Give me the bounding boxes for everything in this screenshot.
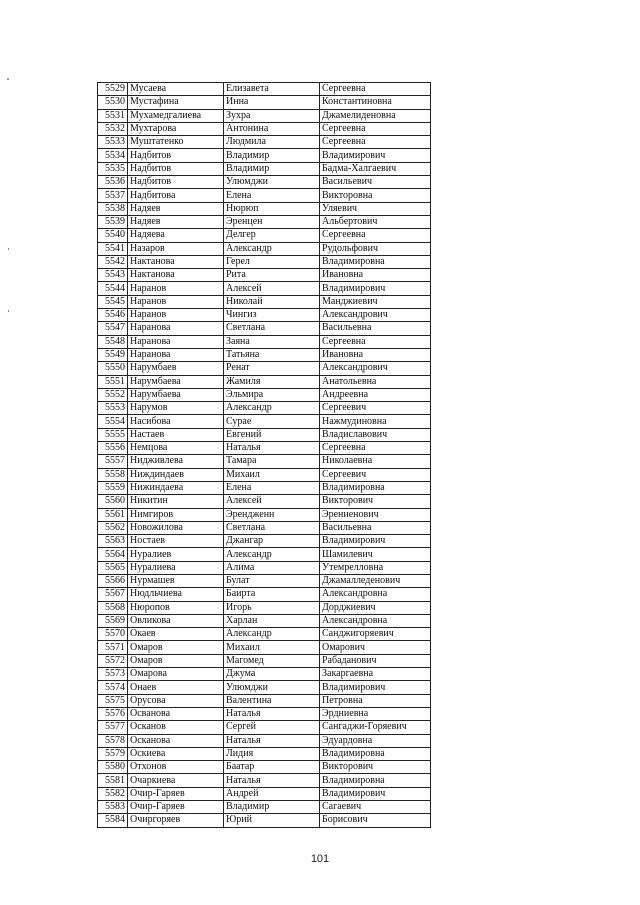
table-row	[98, 109, 431, 122]
patronymic-cell: Эдуардовна	[320, 734, 431, 747]
last-name-cell: Нарумбаева	[128, 388, 224, 401]
first-name-cell: Эльмира	[224, 388, 320, 401]
row-number-cell: 5561	[98, 508, 128, 521]
patronymic-cell: Сергеевна	[320, 335, 431, 348]
patronymic-cell: Александровна	[320, 588, 431, 601]
table-row	[98, 295, 431, 308]
patronymic-cell: Васильевич	[320, 176, 431, 189]
first-name-cell: Инна	[224, 96, 320, 109]
last-name-cell: Мухамедгалиева	[128, 109, 224, 122]
last-name-cell: Окаев	[128, 628, 224, 641]
row-number-cell: 5579	[98, 747, 128, 760]
patronymic-cell: Сергеевна	[320, 136, 431, 149]
last-name-cell: Надбитова	[128, 189, 224, 202]
first-name-cell: Антонина	[224, 122, 320, 135]
first-name-cell: Сергей	[224, 721, 320, 734]
table-row	[98, 681, 431, 694]
table-row	[98, 761, 431, 774]
patronymic-cell: Омарович	[320, 641, 431, 654]
first-name-cell: Ренат	[224, 362, 320, 375]
row-number-cell: 5576	[98, 707, 128, 720]
table-row	[98, 548, 431, 561]
patronymic-cell: Уляевич	[320, 202, 431, 215]
row-number-cell: 5582	[98, 787, 128, 800]
scan-speck	[8, 310, 9, 312]
table-row	[98, 588, 431, 601]
patronymic-cell: Закаргаевна	[320, 668, 431, 681]
patronymic-cell: Петровна	[320, 694, 431, 707]
first-name-cell: Александр	[224, 548, 320, 561]
table-row	[98, 415, 431, 428]
first-name-cell: Александр	[224, 242, 320, 255]
first-name-cell: Алексей	[224, 495, 320, 508]
patronymic-cell: Рабаданович	[320, 654, 431, 667]
table-row	[98, 442, 431, 455]
row-number-cell: 5536	[98, 176, 128, 189]
last-name-cell: Нарумбаев	[128, 362, 224, 375]
patronymic-cell: Сергеевич	[320, 402, 431, 415]
first-name-cell: Делгер	[224, 229, 320, 242]
table-row	[98, 189, 431, 202]
patronymic-cell: Владимировна	[320, 747, 431, 760]
row-number-cell: 5570	[98, 628, 128, 641]
last-name-cell: Орусова	[128, 694, 224, 707]
row-number-cell: 5532	[98, 122, 128, 135]
row-number-cell: 5533	[98, 136, 128, 149]
table-row	[98, 721, 431, 734]
row-number-cell: 5559	[98, 481, 128, 494]
row-number-cell: 5547	[98, 322, 128, 335]
patronymic-cell: Владимирович	[320, 535, 431, 548]
first-name-cell: Заяна	[224, 335, 320, 348]
patronymic-cell: Константиновна	[320, 96, 431, 109]
table-row	[98, 535, 431, 548]
table-row	[98, 455, 431, 468]
first-name-cell: Елена	[224, 481, 320, 494]
table-row	[98, 176, 431, 189]
table-row	[98, 495, 431, 508]
first-name-cell: Наталья	[224, 774, 320, 787]
first-name-cell: Игорь	[224, 601, 320, 614]
row-number-cell: 5551	[98, 375, 128, 388]
first-name-cell: Евгений	[224, 428, 320, 441]
patronymic-cell: Сергеевна	[320, 83, 431, 96]
last-name-cell: Нактанова	[128, 255, 224, 268]
last-name-cell: Наранов	[128, 309, 224, 322]
last-name-cell: Насибова	[128, 415, 224, 428]
row-number-cell: 5556	[98, 442, 128, 455]
patronymic-cell: Альбертович	[320, 215, 431, 228]
row-number-cell: 5583	[98, 801, 128, 814]
table-row	[98, 428, 431, 441]
first-name-cell: Магомед	[224, 654, 320, 667]
table-row	[98, 83, 431, 96]
last-name-cell: Назаров	[128, 242, 224, 255]
last-name-cell: Осканов	[128, 721, 224, 734]
patronymic-cell: Сергеевна	[320, 122, 431, 135]
table-row	[98, 309, 431, 322]
last-name-cell: Оскиева	[128, 747, 224, 760]
last-name-cell: Наранов	[128, 282, 224, 295]
first-name-cell: Валентина	[224, 694, 320, 707]
row-number-cell: 5557	[98, 455, 128, 468]
last-name-cell: Настаев	[128, 428, 224, 441]
table-row	[98, 561, 431, 574]
table-row	[98, 348, 431, 361]
row-number-cell: 5552	[98, 388, 128, 401]
last-name-cell: Мусаева	[128, 83, 224, 96]
patronymic-cell: Ивановна	[320, 269, 431, 282]
table-row	[98, 402, 431, 415]
table-row	[98, 668, 431, 681]
first-name-cell: Александр	[224, 402, 320, 415]
patronymic-cell: Андреевна	[320, 388, 431, 401]
patronymic-cell: Бадма-Халгаевич	[320, 162, 431, 175]
first-name-cell: Чингиз	[224, 309, 320, 322]
first-name-cell: Татьяна	[224, 348, 320, 361]
row-number-cell: 5566	[98, 574, 128, 587]
table-row	[98, 96, 431, 109]
first-name-cell: Улюмджи	[224, 176, 320, 189]
patronymic-cell: Владимировна	[320, 774, 431, 787]
row-number-cell: 5534	[98, 149, 128, 162]
table-row	[98, 628, 431, 641]
row-number-cell: 5581	[98, 774, 128, 787]
table-row	[98, 734, 431, 747]
table-row	[98, 136, 431, 149]
first-name-cell: Герел	[224, 255, 320, 268]
first-name-cell: Алима	[224, 561, 320, 574]
patronymic-cell: Викторович	[320, 495, 431, 508]
table-row	[98, 122, 431, 135]
patronymic-cell: Джамелиденовна	[320, 109, 431, 122]
last-name-cell: Нижиндаева	[128, 481, 224, 494]
patronymic-cell: Викторович	[320, 761, 431, 774]
row-number-cell: 5554	[98, 415, 128, 428]
first-name-cell: Николай	[224, 295, 320, 308]
table-row	[98, 787, 431, 800]
row-number-cell: 5563	[98, 535, 128, 548]
row-number-cell: 5580	[98, 761, 128, 774]
first-name-cell: Сурае	[224, 415, 320, 428]
table-row	[98, 282, 431, 295]
patronymic-cell: Сергеевич	[320, 468, 431, 481]
table-row	[98, 814, 431, 827]
page-number: 101	[310, 853, 330, 865]
first-name-cell: Алексей	[224, 282, 320, 295]
last-name-cell: Надяев	[128, 215, 224, 228]
table-row	[98, 362, 431, 375]
patronymic-cell: Александровна	[320, 614, 431, 627]
last-name-cell: Нактанова	[128, 269, 224, 282]
last-name-cell: Ностаев	[128, 535, 224, 548]
patronymic-cell: Шамилевич	[320, 548, 431, 561]
row-number-cell: 5565	[98, 561, 128, 574]
first-name-cell: Баирта	[224, 588, 320, 601]
last-name-cell: Надбитов	[128, 176, 224, 189]
patronymic-cell: Владимирович	[320, 149, 431, 162]
patronymic-cell: Сангаджи-Горяевич	[320, 721, 431, 734]
table-row	[98, 255, 431, 268]
patronymic-cell: Владимировна	[320, 255, 431, 268]
patronymic-cell: Александрович	[320, 309, 431, 322]
first-name-cell: Владимир	[224, 149, 320, 162]
first-name-cell: Светлана	[224, 322, 320, 335]
row-number-cell: 5564	[98, 548, 128, 561]
last-name-cell: Осванова	[128, 707, 224, 720]
patronymic-cell: Санджигоряевич	[320, 628, 431, 641]
scan-speck	[8, 248, 9, 250]
first-name-cell: Владимир	[224, 801, 320, 814]
row-number-cell: 5530	[98, 96, 128, 109]
row-number-cell: 5572	[98, 654, 128, 667]
patronymic-cell: Владимирович	[320, 681, 431, 694]
first-name-cell: Наталья	[224, 734, 320, 747]
row-number-cell: 5575	[98, 694, 128, 707]
row-number-cell: 5571	[98, 641, 128, 654]
patronymic-cell: Николаевна	[320, 455, 431, 468]
last-name-cell: Отхонов	[128, 761, 224, 774]
table-row	[98, 747, 431, 760]
last-name-cell: Нуралиев	[128, 548, 224, 561]
table-row	[98, 641, 431, 654]
row-number-cell: 5548	[98, 335, 128, 348]
row-number-cell: 5537	[98, 189, 128, 202]
row-number-cell: 5540	[98, 229, 128, 242]
last-name-cell: Никитин	[128, 495, 224, 508]
table-row	[98, 508, 431, 521]
row-number-cell: 5568	[98, 601, 128, 614]
first-name-cell: Михаил	[224, 641, 320, 654]
last-name-cell: Наранова	[128, 348, 224, 361]
first-name-cell: Харлан	[224, 614, 320, 627]
first-name-cell: Эренцен	[224, 215, 320, 228]
patronymic-cell: Рудольфович	[320, 242, 431, 255]
first-name-cell: Наталья	[224, 707, 320, 720]
first-name-cell: Владимир	[224, 162, 320, 175]
first-name-cell: Людмила	[224, 136, 320, 149]
first-name-cell: Андрей	[224, 787, 320, 800]
row-number-cell: 5539	[98, 215, 128, 228]
patronymic-cell: Сергеевна	[320, 442, 431, 455]
last-name-cell: Надяева	[128, 229, 224, 242]
first-name-cell: Светлана	[224, 521, 320, 534]
last-name-cell: Очиргоряев	[128, 814, 224, 827]
last-name-cell: Немцова	[128, 442, 224, 455]
row-number-cell: 5553	[98, 402, 128, 415]
first-name-cell: Эрендженн	[224, 508, 320, 521]
patronymic-cell: Владимирович	[320, 282, 431, 295]
last-name-cell: Омаров	[128, 641, 224, 654]
table-row	[98, 481, 431, 494]
patronymic-cell: Манджиевич	[320, 295, 431, 308]
roster-table-body	[98, 83, 431, 828]
row-number-cell: 5573	[98, 668, 128, 681]
last-name-cell: Омаров	[128, 654, 224, 667]
table-row	[98, 269, 431, 282]
last-name-cell: Нуралиева	[128, 561, 224, 574]
row-number-cell: 5574	[98, 681, 128, 694]
table-row	[98, 335, 431, 348]
table-row	[98, 242, 431, 255]
patronymic-cell: Анатольевна	[320, 375, 431, 388]
table-row	[98, 707, 431, 720]
table-row	[98, 149, 431, 162]
first-name-cell: Булат	[224, 574, 320, 587]
row-number-cell: 5569	[98, 614, 128, 627]
row-number-cell: 5535	[98, 162, 128, 175]
table-row	[98, 162, 431, 175]
last-name-cell: Нидживлева	[128, 455, 224, 468]
row-number-cell: 5544	[98, 282, 128, 295]
row-number-cell: 5545	[98, 295, 128, 308]
patronymic-cell: Владимировна	[320, 481, 431, 494]
row-number-cell: 5541	[98, 242, 128, 255]
last-name-cell: Овликова	[128, 614, 224, 627]
row-number-cell: 5546	[98, 309, 128, 322]
row-number-cell: 5549	[98, 348, 128, 361]
last-name-cell: Нарумов	[128, 402, 224, 415]
first-name-cell: Елена	[224, 189, 320, 202]
last-name-cell: Нурмашев	[128, 574, 224, 587]
patronymic-cell: Эрдниевна	[320, 707, 431, 720]
roster-table	[97, 82, 431, 828]
row-number-cell: 5578	[98, 734, 128, 747]
last-name-cell: Надбитов	[128, 162, 224, 175]
patronymic-cell: Эрениенович	[320, 508, 431, 521]
patronymic-cell: Сергеевна	[320, 229, 431, 242]
patronymic-cell: Сагаевич	[320, 801, 431, 814]
row-number-cell: 5538	[98, 202, 128, 215]
patronymic-cell: Борисович	[320, 814, 431, 827]
row-number-cell: 5550	[98, 362, 128, 375]
table-row	[98, 229, 431, 242]
last-name-cell: Мухтарова	[128, 122, 224, 135]
last-name-cell: Очир-Гаряев	[128, 801, 224, 814]
last-name-cell: Нарумбаева	[128, 375, 224, 388]
last-name-cell: Очаркиева	[128, 774, 224, 787]
first-name-cell: Улюмджи	[224, 681, 320, 694]
last-name-cell: Нюдльчиева	[128, 588, 224, 601]
patronymic-cell: Утемрелловна	[320, 561, 431, 574]
table-row	[98, 521, 431, 534]
first-name-cell: Зухра	[224, 109, 320, 122]
last-name-cell: Ниждиндаев	[128, 468, 224, 481]
first-name-cell: Нюрюп	[224, 202, 320, 215]
patronymic-cell: Васильевна	[320, 322, 431, 335]
row-number-cell: 5529	[98, 83, 128, 96]
first-name-cell: Жамиля	[224, 375, 320, 388]
last-name-cell: Омарова	[128, 668, 224, 681]
row-number-cell: 5577	[98, 721, 128, 734]
table-row	[98, 202, 431, 215]
patronymic-cell: Дорджиевич	[320, 601, 431, 614]
table-row	[98, 774, 431, 787]
table-row	[98, 468, 431, 481]
last-name-cell: Наранов	[128, 295, 224, 308]
scan-speck	[7, 78, 9, 80]
table-row	[98, 654, 431, 667]
row-number-cell: 5562	[98, 521, 128, 534]
patronymic-cell: Викторовна	[320, 189, 431, 202]
row-number-cell: 5567	[98, 588, 128, 601]
first-name-cell: Юрий	[224, 814, 320, 827]
table-row	[98, 694, 431, 707]
first-name-cell: Елизавета	[224, 83, 320, 96]
row-number-cell: 5531	[98, 109, 128, 122]
last-name-cell: Наранова	[128, 322, 224, 335]
row-number-cell: 5560	[98, 495, 128, 508]
table-row	[98, 215, 431, 228]
first-name-cell: Тамара	[224, 455, 320, 468]
row-number-cell: 5542	[98, 255, 128, 268]
first-name-cell: Михаил	[224, 468, 320, 481]
row-number-cell: 5558	[98, 468, 128, 481]
patronymic-cell: Александрович	[320, 362, 431, 375]
last-name-cell: Наранова	[128, 335, 224, 348]
last-name-cell: Муштатенко	[128, 136, 224, 149]
last-name-cell: Новожилова	[128, 521, 224, 534]
first-name-cell: Джума	[224, 668, 320, 681]
table-row	[98, 801, 431, 814]
table-row	[98, 601, 431, 614]
table-row	[98, 375, 431, 388]
patronymic-cell: Джамалледенович	[320, 574, 431, 587]
first-name-cell: Джангар	[224, 535, 320, 548]
last-name-cell: Онаев	[128, 681, 224, 694]
row-number-cell: 5584	[98, 814, 128, 827]
patronymic-cell: Ивановна	[320, 348, 431, 361]
first-name-cell: Рита	[224, 269, 320, 282]
patronymic-cell: Владимирович	[320, 787, 431, 800]
patronymic-cell: Нажмудиновна	[320, 415, 431, 428]
patronymic-cell: Владиславович	[320, 428, 431, 441]
first-name-cell: Наталья	[224, 442, 320, 455]
first-name-cell: Лидия	[224, 747, 320, 760]
row-number-cell: 5555	[98, 428, 128, 441]
table-row	[98, 388, 431, 401]
patronymic-cell: Васильевна	[320, 521, 431, 534]
row-number-cell: 5543	[98, 269, 128, 282]
last-name-cell: Надбитов	[128, 149, 224, 162]
last-name-cell: Нимгиров	[128, 508, 224, 521]
table-row	[98, 614, 431, 627]
last-name-cell: Очир-Гаряев	[128, 787, 224, 800]
table-row	[98, 574, 431, 587]
first-name-cell: Баатар	[224, 761, 320, 774]
last-name-cell: Мустафина	[128, 96, 224, 109]
last-name-cell: Осканова	[128, 734, 224, 747]
first-name-cell: Александр	[224, 628, 320, 641]
table-row	[98, 322, 431, 335]
last-name-cell: Надяев	[128, 202, 224, 215]
last-name-cell: Нюропов	[128, 601, 224, 614]
